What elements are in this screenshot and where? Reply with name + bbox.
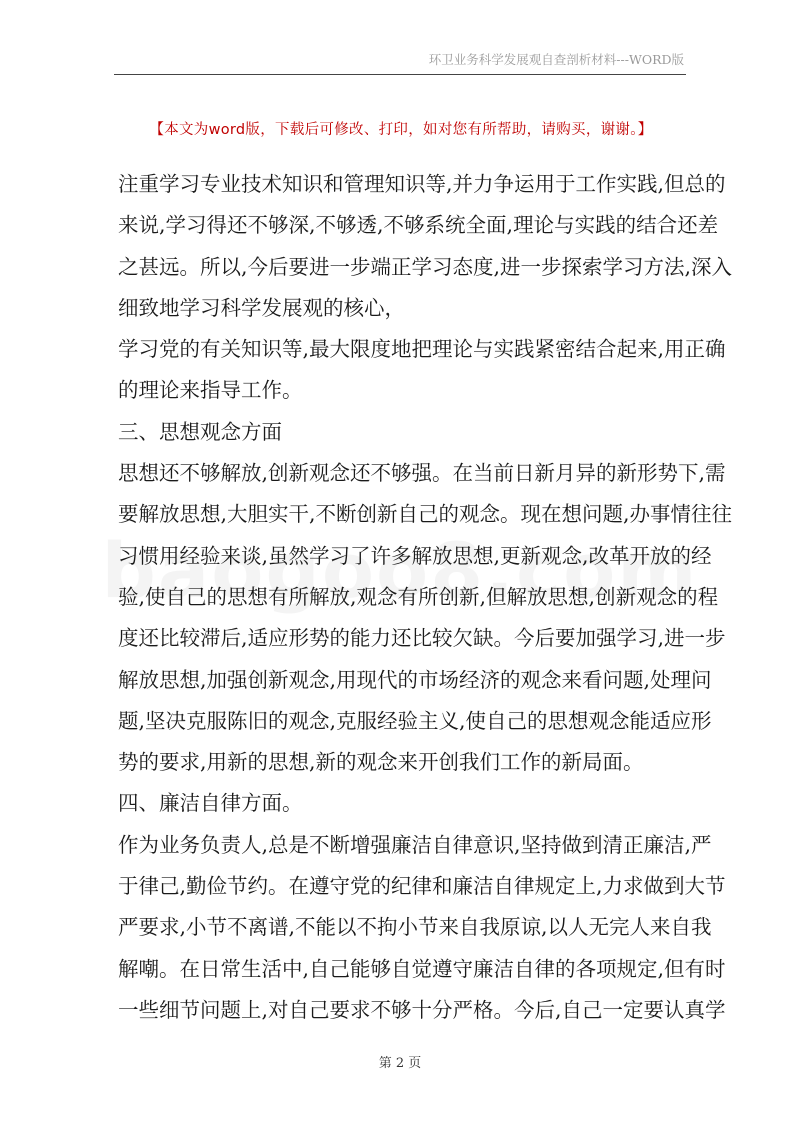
body-line: 验,使自己的思想有所解放,观念有所创新,但解放思想,创新观念的程 [118,584,719,609]
download-notice: 【本文为word版，下载后可修改、打印，如对您有所帮助，请购买，谢谢。】 [149,122,653,138]
body-line: 注重学习专业技术知识和管理知识等,并力争运用于工作实践,但总的 [118,172,726,196]
page-header-title: 环卫业务科学发展观自查剖析材料---WORD版 [428,52,684,67]
document-body [118,164,733,1031]
body-line: 题,坚决克服陈旧的观念,克服经验主义,使自己的思想观念能适应形 [118,708,712,733]
section-heading: 三、思想观念方面 [118,419,282,444]
section-heading: 四、廉洁自律方面。 [118,791,303,816]
body-line: 解嘲。在日常生活中,自己能够自觉遵守廉洁自律的各项规定,但有时 [118,956,726,981]
body-line: 势的要求,用新的思想,新的观念来开创我们工作的新局面。 [118,750,644,775]
body-line: 于律己,勤俭节约。在遵守党的纪律和廉洁自律规定上,力求做到大节 [118,874,726,899]
body-line: 一些细节问题上,对自己要求不够十分严格。今后,自己一定要认真学 [118,997,726,1022]
header-divider [114,74,686,75]
body-line: 的理论来指导工作。 [118,378,303,403]
body-line: 严要求,小节不离谱,不能以不拘小节来自我原谅,以人无完人来自我 [118,915,712,940]
body-line: 细致地学习科学发展观的核心， [118,295,405,320]
body-line: 要解放思想,大胆实干,不断创新自己的观念。现在想问题,办事情往往 [118,502,733,527]
body-line: 度还比较滞后,适应形势的能力还比较欠缺。今后要加强学习,进一步 [118,626,726,651]
page-number: 第 2 页 [378,1056,422,1071]
body-line: 习惯用经验来谈,虽然学习了许多解放思想,更新观念,改革开放的经 [118,543,712,568]
body-line: 之甚远。所以,今后要进一步端正学习态度,进一步探索学习方法,深入 [118,254,733,279]
body-line: 解放思想,加强创新观念,用现代的市场经济的观念来看问题,处理问 [118,667,712,692]
body-line: 思想还不够解放,创新观念还不够强。在当前日新月异的新形势下,需 [118,461,726,486]
body-line: 作为业务负责人,总是不断增强廉洁自律意识,坚持做到清正廉洁,严 [118,832,712,857]
body-line: 学习党的有关知识等,最大限度地把理论与实践紧密结合起来,用正确 [118,337,726,362]
body-line: 来说,学习得还不够深,不够透,不够系统全面,理论与实践的结合还差 [118,213,719,238]
